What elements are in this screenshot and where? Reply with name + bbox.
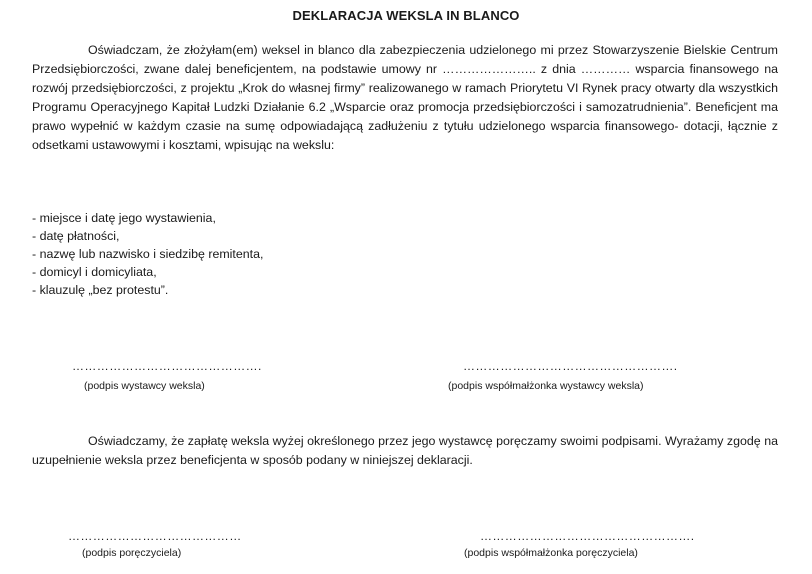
list-item: - datę płatności, [32,227,263,245]
list-item: - miejsce i datę jego wystawienia, [32,209,263,227]
list-item: - nazwę lub nazwisko i siedzibę remitenta, [32,245,263,263]
issuer-spouse-signature-label: (podpis współmałżonka wystawcy weksla) [448,380,644,392]
guarantor-spouse-signature-line: ……………………………………………. [480,529,695,543]
document-title: DEKLARACJA WEKSLA IN BLANCO [292,8,520,23]
issuer-signature-line: ………………………………………. [72,359,262,373]
guarantee-paragraph: Oświadczamy, że zapłatę weksla wyżej określonego przez jego wystawcę poręczamy swoimi podpisami. Wyrażamy zgodę na uzupełnienie weksla przez beneficjenta w sposób podany w niniejszej deklaracji. [32,434,778,467]
issuer-signature-label: (podpis wystawcy weksla) [84,380,205,392]
declaration-paragraph: Oświadczam, że złożyłam(em) weksel in blanco dla zabezpieczenia udzielonego mi przez Stowarzyszenie Bielskie Centrum Przedsiębiorczości, zwane dalej beneficjentem, na podstawie umowy nr ………………….. z dnia ………… wsparcia finansowego na rozwój przedsiębiorczości, z projektu „Krok do własnej firmy” realizowanego w ramach Priorytetu VI Rynek pracy otwarty dla wszystkich Programu Operacyjnego Kapitał Ludzki Działanie 6.2 „Wsparcie oraz promocja przedsiębiorczości i samozatrudnienia”. Beneficjent ma prawo wypełnić w każdym czasie na sumę odpowiadającą zadłużeniu z tytułu udzielonego wsparcia finansowego- dotacji, łącznie z odsetkami ustawowymi i kosztami, wpisując na wekslu: [32,43,778,152]
guarantor-signature-label: (podpis poręczyciela) [82,547,182,559]
guarantor-spouse-signature-label: (podpis współmałżonka poręczyciela) [464,547,638,559]
list-item: - klauzulę „bez protestu”. [32,281,263,299]
issuer-spouse-signature-line: ……………………………………………. [463,359,678,373]
guarantor-signature-line: …………………………………… [68,529,242,543]
list-item: - domicyl i domicyliata, [32,263,263,281]
bill-fields-list [32,209,263,299]
